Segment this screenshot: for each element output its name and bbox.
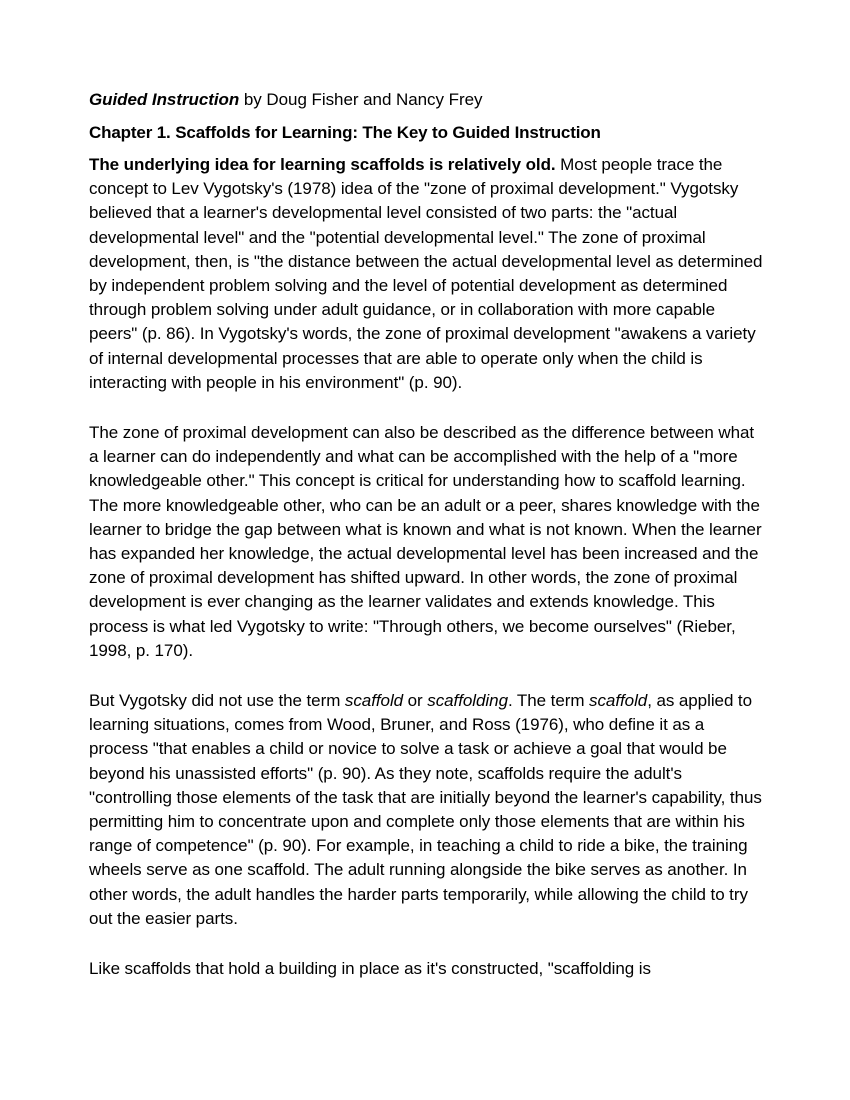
paragraph-1-lead-in: The underlying idea for learning scaffolds is relatively old. [89, 155, 556, 174]
book-title: Guided Instruction [89, 90, 240, 109]
chapter-heading: Chapter 1. Scaffolds for Learning: The Key to Guided Instruction [89, 123, 601, 142]
paragraph-2: The zone of proximal development can also be described as the difference between what a learner can do independently and what can be accomplished with the help of a "more knowledgeable other." This concept is critical for understanding how to scaffold learning. The more knowledgeable other, who can be an adult or a peer, shares knowledge with the learner to bridge the gap between what is known and what is not known. When the learner has expanded her knowledge, the actual developmental level has been increased and the zone of proximal development has shifted upward. In other words, the zone of proximal development is ever changing as the learner validates and extends knowledge. This process is what led Vygotsky to write: "Through others, we become ourselves" (Rieber, 1998, p. 170). [89, 423, 762, 660]
paragraph-3-segment-2: or [403, 691, 428, 711]
book-authors: by Doug Fisher and Nancy Frey [239, 90, 483, 109]
paragraph-1 [89, 153, 765, 395]
paragraph-1-body: Most people trace the concept to Lev Vygotsky's (1978) idea of the "zone of proximal development." Vygotsky believed that a learner's developmental level consisted of two parts: the "actual developmental level" and the "potential developmental level." The zone of proximal development, then, is "the distance between the actual developmental level as determined by independent problem solving and the level of potential development as determined through problem solving under adult guidance, or in collaboration with more capable peers" (p. 86). In Vygotsky's words, the zone of proximal development "awakens a variety of internal developmental processes that are able to operate only when the child is interacting with people in his environment" (p. 90). [89, 155, 763, 392]
paragraph-3 [89, 689, 765, 931]
paragraph-3-segment-1: But Vygotsky did not use the term [89, 691, 345, 711]
paragraph-3-segment-3: . The term [507, 691, 590, 711]
term-scaffolding: scaffolding [427, 691, 508, 711]
term-scaffold-2: scaffold [589, 691, 648, 711]
term-scaffold-1: scaffold [344, 691, 404, 711]
document-content [89, 88, 765, 981]
book-byline [89, 88, 765, 112]
paragraph-3-segment-4: , as applied to learning situations, comes from Wood, Bruner, and Ross (1976), who define it as a process "that enables a child or novice to solve a task or achieve a goal that would be beyond his unassisted efforts" (p. 90). As they note, scaffolds require the adult's "controlling those elements of the task that are initially beyond the learner's capability, thus permitting him to concentrate upon and complete only those elements that are within his range of competence" (p. 90). For example, in teaching a child to ride a bike, the training wheels serve as one scaffold. The adult running alongside the bike serves as another. In other words, the adult handles the harder parts temporarily, while allowing the child to try out the easier parts. [89, 691, 762, 928]
paragraph-4: Like scaffolds that hold a building in place as it's constructed, "scaffolding is [89, 959, 651, 979]
